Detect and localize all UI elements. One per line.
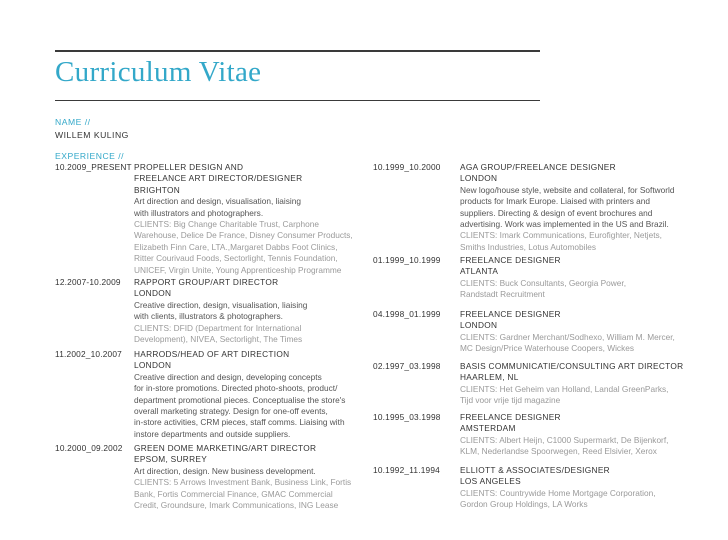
entry-description-line: Creative direction and design, developing concepts <box>134 371 322 382</box>
entry-heading-line: AMSTERDAM <box>460 423 516 434</box>
entry-date: 02.1997_03.1998 <box>373 361 441 371</box>
entry-clients-line: Randstadt Recruitment <box>460 289 545 300</box>
entry-body <box>460 162 674 253</box>
entry-heading-line: FREELANCE DESIGNER <box>460 412 561 422</box>
entry-body <box>134 162 353 276</box>
title-rule <box>55 100 540 101</box>
entry-heading-line: AGA GROUP/FREELANCE DESIGNER <box>460 162 616 172</box>
entry-description-line: advertising. Work was implemented in the US and Brazil. <box>460 219 669 230</box>
entry-body <box>460 309 675 355</box>
entry-date: 10.1995_03.1998 <box>373 412 441 422</box>
entry-description-line: Art direction, design. New business development. <box>134 465 316 476</box>
entry-heading-line: HARRODS/HEAD OF ART DIRECTION <box>134 349 290 359</box>
entry-body <box>134 277 307 345</box>
entry-heading-line: ELLIOTT & ASSOCIATES/DESIGNER <box>460 465 610 475</box>
experience-label: EXPERIENCE // <box>55 151 125 161</box>
entry-description-line: New logo/house style, website and collateral, for Softworld <box>460 184 675 195</box>
entry-clients-line: Development), NIVEA, Sectorlight, The Times <box>134 334 303 345</box>
entry-body <box>134 349 345 440</box>
entry-description-line: for in-store promotions. Directed photo-shoots, product/ <box>134 383 338 394</box>
entry-clients-line: Elizabeth Finn Care, LTA.,Margaret Dabbs Foot Clinics, <box>134 241 338 252</box>
entry-date: 10.1999_10.2000 <box>373 162 441 172</box>
entry-description-line: with illustrators and photographers. <box>134 207 264 218</box>
entry-clients-line: CLIENTS: Big Change Charitable Trust, Carphone <box>134 219 319 230</box>
entry-heading-line: LONDON <box>460 320 498 331</box>
entry-clients-line: CLIENTS: 5 Arrows Investment Bank, Business Link, Fortis <box>134 477 352 488</box>
entry-heading-line: LONDON <box>460 173 498 184</box>
entry-heading-line: RAPPORT GROUP/ART DIRECTOR <box>134 277 279 287</box>
entry-date: 12.2007-10.2009 <box>55 277 121 287</box>
entry-clients-line: Gordon Group Holdings, LA Works <box>460 499 588 510</box>
entry-clients-line: UNICEF, Virgin Unite, Young Apprenticeship Programme <box>134 264 342 275</box>
entry-clients-line: CLIENTS: Albert Heijn, C1000 Supermarkt, De Bijenkorf, <box>460 434 669 445</box>
entry-description-line: overall marketing strategy. Design for one-off events, <box>134 406 328 417</box>
entry-heading-line: BRIGHTON <box>134 184 181 195</box>
entry-heading-line: ATLANTA <box>460 266 499 277</box>
page-title: Curriculum Vitae <box>55 56 262 88</box>
entry-clients-line: Smiths Industries, Lotus Automobiles <box>460 241 597 252</box>
entry-date: 11.2002_10.2007 <box>55 349 122 359</box>
entry-body <box>460 255 626 301</box>
entry-description-line: in-store activities, CRM pieces, staff comms. Liaising with <box>134 417 345 428</box>
entry-clients-line: CLIENTS: Gardner Merchant/Sodhexo, William M. Mercer, <box>460 331 675 342</box>
entry-date: 04.1998_01.1999 <box>373 309 441 319</box>
entry-heading-line: FREELANCE DESIGNER <box>460 309 561 319</box>
entry-date: 01.1999_10.1999 <box>373 255 441 265</box>
entry-heading-line: LONDON <box>134 360 172 371</box>
entry-description-line: Art direction and design, visualisation, liaising <box>134 196 301 207</box>
entry-clients-line: CLIENTS: Imark Communications, Eurofighter, Netjets, <box>460 230 662 241</box>
name-value: WILLEM KULING <box>55 130 129 140</box>
entry-body <box>460 465 656 511</box>
entry-clients-line: Ritter Courivaud Foods, Sectorlight, Tennis Foundation, <box>134 253 338 264</box>
entry-date: 10.2000_09.2002 <box>55 443 123 453</box>
entry-heading-line: LONDON <box>134 288 172 299</box>
entry-heading-line: BASIS COMMUNICATIE/CONSULTING ART DIRECTOR <box>460 361 684 371</box>
entry-description-line: Creative direction, design, visualisation, liaising <box>134 299 308 310</box>
entry-clients-line: KLM, Nederlandse Spoorwegen, Reed Elsivier, Xerox <box>460 446 657 457</box>
entry-body <box>134 443 351 511</box>
entry-clients-line: Tijd voor vrije tijd magazine <box>460 395 561 406</box>
entry-description-line: department promotional pieces. Conceptualise the store's <box>134 394 346 405</box>
entry-clients-line: MC Design/Price Waterhouse Coopers, Wickes <box>460 343 634 354</box>
entry-clients-line: Warehouse, Delice De France, Disney Consumer Products, <box>134 230 353 241</box>
entry-clients-line: Bank, Fortis Commercial Finance, GMAC Commercial <box>134 488 333 499</box>
entry-date: 10.1992_11.1994 <box>373 465 440 475</box>
entry-description-line: with clients, illustrators & photographers. <box>134 311 283 322</box>
entry-clients-line: CLIENTS: DFID (Department for International <box>134 322 302 333</box>
entry-body <box>460 412 668 458</box>
top-rule <box>55 50 540 52</box>
entry-heading-line: GREEN DOME MARKETING/ART DIRECTOR <box>134 443 317 453</box>
entry-clients-line: Credit, Groundsure, Imark Communications, ING Lease <box>134 500 339 511</box>
name-label: NAME // <box>55 117 91 127</box>
entry-clients-line: CLIENTS: Countrywide Home Mortgage Corporation, <box>460 487 656 498</box>
entry-heading-line: PROPELLER DESIGN AND <box>134 162 244 172</box>
entry-heading-line: HAARLEM, NL <box>460 372 519 383</box>
entry-clients-line: CLIENTS: Buck Consultants, Georgia Power, <box>460 277 627 288</box>
entry-clients-line: CLIENTS: Het Geheim van Holland, Landal GreenParks, <box>460 383 669 394</box>
entry-body <box>460 361 683 407</box>
entry-description-line: suppliers. Directing & design of event brochures and <box>460 207 653 218</box>
entry-heading-line: EPSOM, SURREY <box>134 454 208 465</box>
entry-heading-line: FREELANCE ART DIRECTOR/DESIGNER <box>134 173 303 184</box>
entry-heading-line: LOS ANGELES <box>460 476 521 487</box>
entry-description-line: products for Imark Europe. Liaised with printers and <box>460 196 650 207</box>
entry-description-line: instore departments and outside suppliers. <box>134 428 291 439</box>
entry-date: 10.2009_PRESENT <box>55 162 132 172</box>
entry-heading-line: FREELANCE DESIGNER <box>460 255 561 265</box>
